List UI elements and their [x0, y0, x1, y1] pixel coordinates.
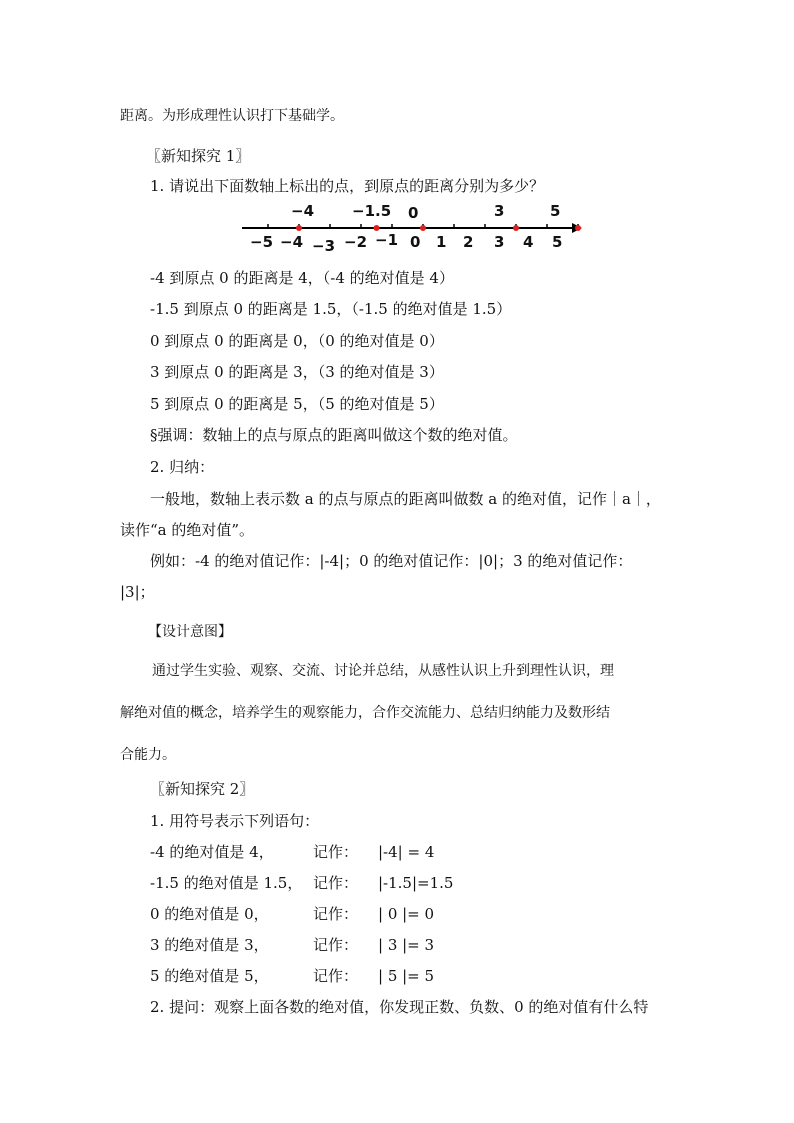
tick-label: −5	[250, 233, 274, 251]
number-line-figure	[236, 200, 582, 258]
notation-expression: |-1.5|=1.5	[378, 874, 454, 892]
tick-label: 5	[552, 233, 563, 251]
notation-note: 记作：	[313, 967, 359, 985]
summary-line: 一般地，数轴上表示数 a 的点与原点的距离叫做数 a 的绝对值，记作｜a｜，	[150, 490, 661, 508]
design-text-line: 合能力。	[120, 747, 176, 763]
marked-point	[575, 225, 581, 231]
notation-statement: -1.5 的绝对值是 1.5，	[150, 874, 303, 892]
tick-label: −3	[312, 237, 336, 255]
marked-label-minus-4: −4	[291, 202, 315, 220]
section2-question: 1. 用符号表示下列语句：	[150, 812, 320, 830]
marked-point	[513, 225, 519, 231]
section1-question: 1. 请说出下面数轴上标出的点，到原点的距离分别为多少？	[150, 177, 545, 195]
design-heading: 【设计意图】	[148, 624, 232, 640]
tick-label: 1	[436, 233, 447, 251]
example-line: 例如：-4 的绝对值记作：|-4|；0 的绝对值记作：|0|；3 的绝对值记作：	[150, 552, 633, 570]
answer-line: 0 到原点 0 的距离是 0，（0 的绝对值是 0）	[150, 332, 444, 350]
notation-expression: | 5 |= 5	[378, 967, 435, 985]
notation-statement: 3 的绝对值是 3，	[150, 936, 269, 954]
answer-line: -4 到原点 0 的距离是 4，（-4 的绝对值是 4）	[150, 269, 454, 287]
notation-note: 记作：	[313, 936, 359, 954]
notation-expression: |-4| = 4	[378, 843, 435, 861]
emphasis-text: §强调：数轴上的点与原点的距离叫做这个数的绝对值。	[150, 426, 518, 444]
answer-line: 3 到原点 0 的距离是 3，（3 的绝对值是 3）	[150, 363, 444, 381]
design-text-line: 解绝对值的概念，培养学生的观察能力，合作交流能力、总结归纳能力及数形结	[120, 705, 610, 721]
section2-heading: 〖新知探究 2〗	[150, 780, 255, 798]
tick-label: 0	[410, 233, 421, 251]
notation-expression: | 0 |= 0	[378, 905, 435, 923]
answer-line: 5 到原点 0 的距离是 5，（5 的绝对值是 5）	[150, 395, 444, 413]
marked-label-3: 3	[494, 202, 505, 220]
tick-label: 2	[463, 233, 474, 251]
notation-expression: | 3 |= 3	[378, 936, 435, 954]
notation-statement: 5 的绝对值是 5，	[150, 967, 269, 985]
notation-note: 记作：	[313, 905, 359, 923]
section1-heading: 〖新知探究 1〗	[146, 147, 251, 165]
notation-statement: 0 的绝对值是 0，	[150, 905, 269, 923]
example-line: |3|；	[120, 583, 155, 601]
notation-statement: -4 的绝对值是 4，	[150, 843, 274, 861]
marked-point	[296, 225, 302, 231]
marked-point	[420, 225, 426, 231]
marked-label-minus-1-5: −1.5	[352, 202, 392, 220]
marked-label-5: 5	[550, 202, 561, 220]
tick-label: 4	[523, 233, 534, 251]
summary-heading: 2. 归纳：	[150, 458, 215, 476]
intro-tail-text: 距离。为形成理性认识打下基础学。	[120, 108, 344, 124]
notation-note: 记作：	[313, 874, 359, 892]
tick-label: −4	[280, 233, 304, 251]
tick-label: 3	[494, 233, 505, 251]
summary-line: 读作“a 的绝对值”。	[120, 521, 255, 539]
answer-line: -1.5 到原点 0 的距离是 1.5，（-1.5 的绝对值是 1.5）	[150, 300, 512, 318]
design-text-line: 通过学生实验、观察、交流、讨论并总结，从感性认识上升到理性认识，理	[152, 663, 614, 679]
marked-label-0: 0	[408, 204, 419, 222]
question-line: 2. 提问：观察上面各数的绝对值，你发现正数、负数、0 的绝对值有什么特	[150, 998, 649, 1016]
tick-label: −1	[375, 231, 399, 249]
tick-label: −2	[344, 233, 368, 251]
notation-note: 记作：	[313, 843, 359, 861]
